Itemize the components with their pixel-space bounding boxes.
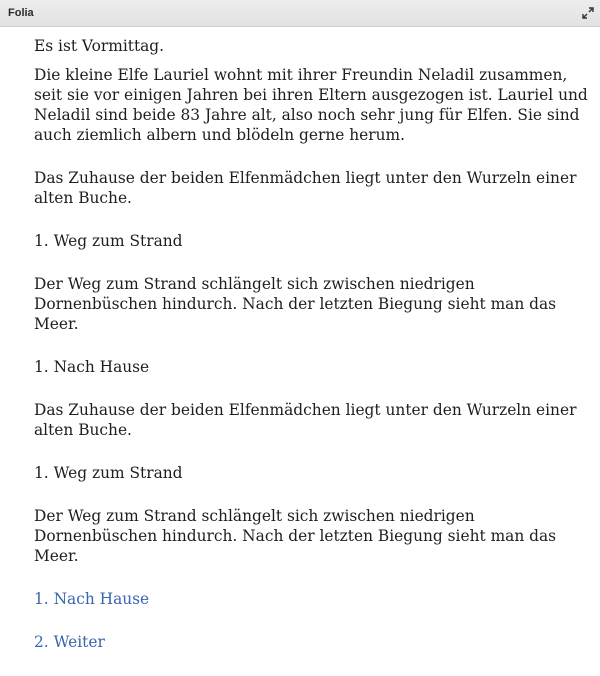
- current-paragraph: Der Weg zum Strand schlängelt sich zwischen niedrigen Dornenbüschen hindurch. Nach der letzten Biegung sieht man das Meer.: [34, 507, 557, 565]
- expand-icon[interactable]: [581, 6, 595, 20]
- past-choice: 1. Nach Hause: [34, 358, 150, 376]
- past-choice: 1. Weg zum Strand: [34, 464, 183, 482]
- story-paragraph: Der Weg zum Strand schlängelt sich zwischen niedrigen Dornenbüschen hindurch. Nach der letzten Biegung sieht man das Meer.: [34, 275, 557, 333]
- story-paragraph: Das Zuhause der beiden Elfenmädchen liegt unter den Wurzeln einer alten Buche.: [34, 169, 577, 207]
- title-bar: [0, 0, 600, 27]
- choice-link-weiter[interactable]: 2. Weiter: [34, 633, 105, 651]
- story-text: [34, 36, 596, 652]
- past-choice: 1. Weg zum Strand: [34, 232, 183, 250]
- story-paragraph: Das Zuhause der beiden Elfenmädchen liegt unter den Wurzeln einer alten Buche.: [34, 401, 577, 439]
- choice-link-nach-hause[interactable]: 1. Nach Hause: [34, 590, 150, 608]
- window-title: Folia: [8, 7, 34, 19]
- intro-paragraph: Die kleine Elfe Lauriel wohnt mit ihrer Freundin Neladil zusammen, seit sie vor einigen Jahren bei ihren Eltern ausgezogen ist. Lauriel und Neladil sind beide 83 Jahre alt, also noch sehr jung für Elfen. Sie sind auch ziemlich albern und blödeln gerne herum.: [34, 66, 588, 144]
- time-of-day: Es ist Vormittag.: [34, 37, 165, 55]
